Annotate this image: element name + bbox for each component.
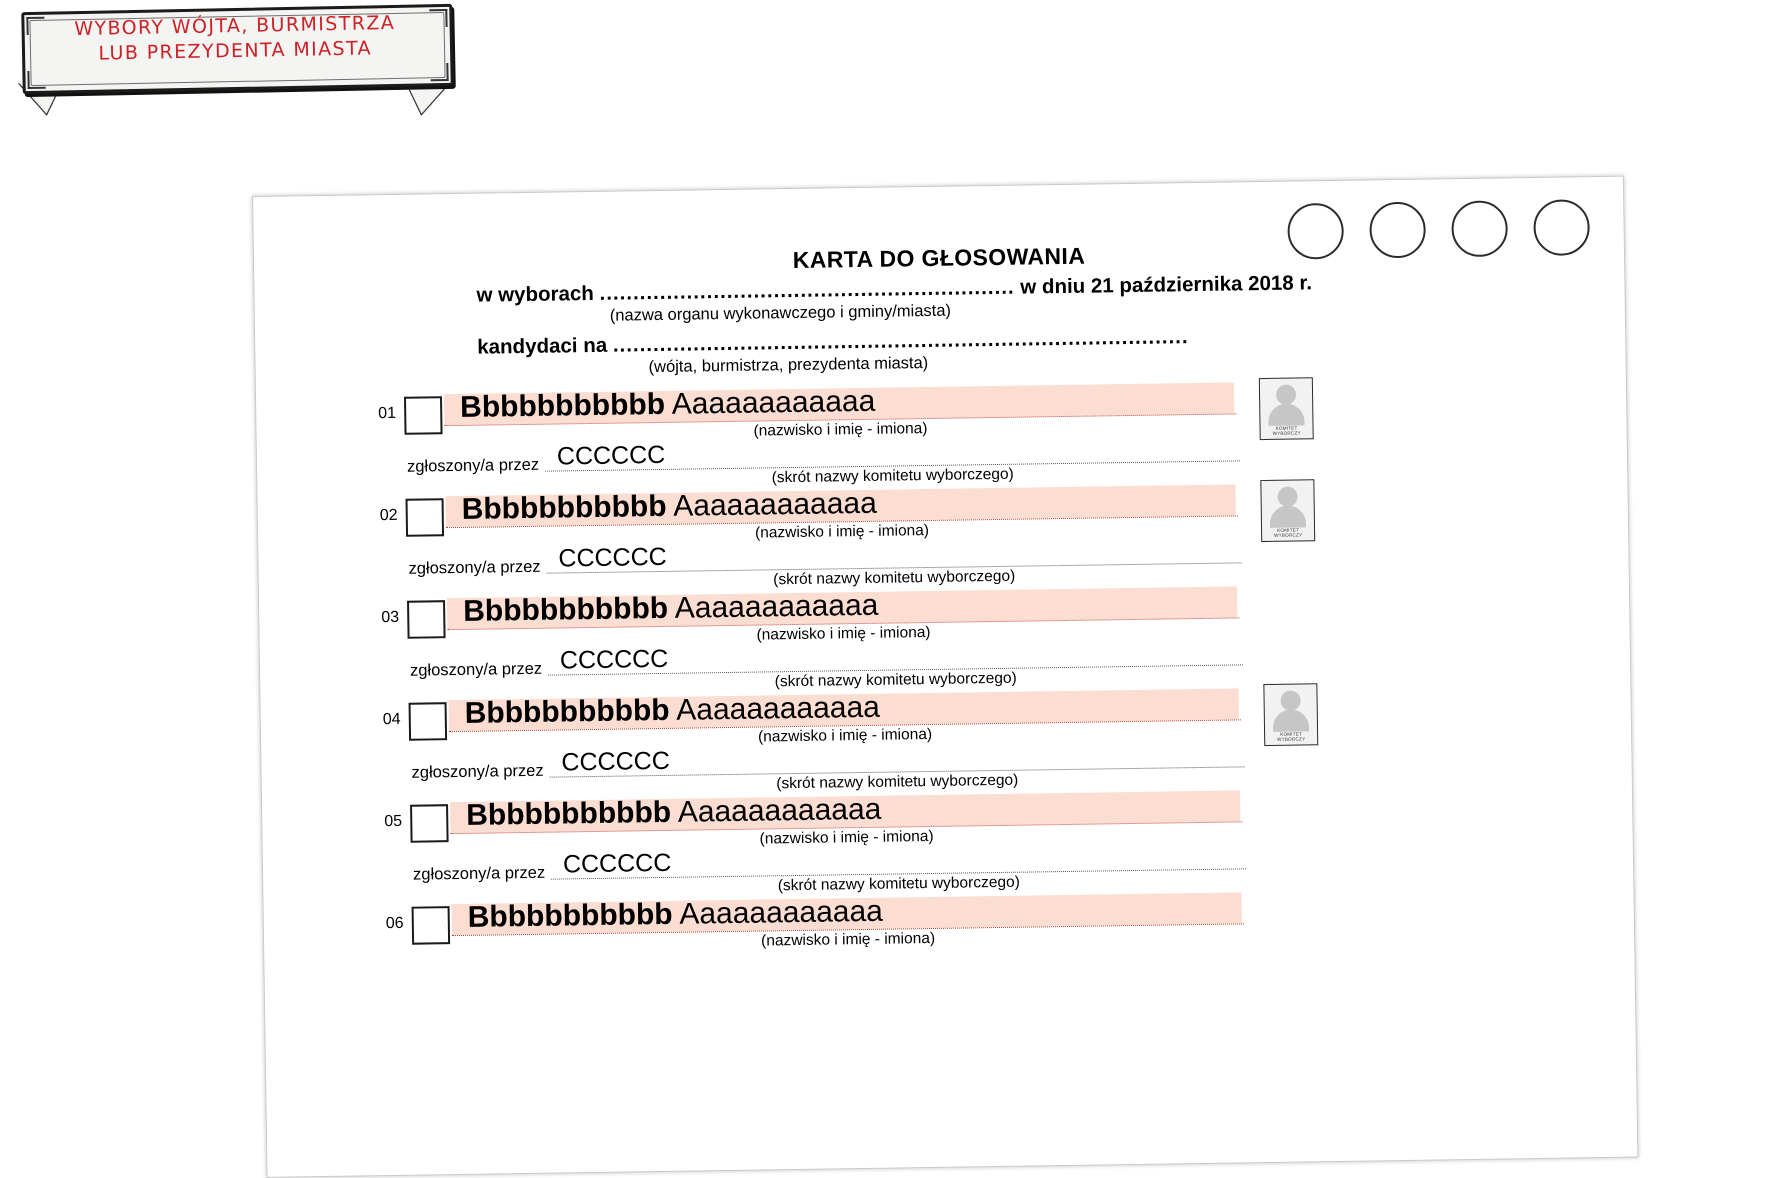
banner-title-line-1: WYBORY WÓJTA, BURMISTRZA: [74, 11, 396, 41]
photo-caption: [1261, 425, 1313, 437]
candidate-given-name: Aaaaaaaaaaaa: [671, 384, 876, 421]
ballot-title: KARTA DO GŁOSOWANIA: [792, 242, 1086, 273]
ballot-sheet: [252, 176, 1638, 1178]
election-name-dotted-field: ..............................................................: [599, 275, 1015, 305]
office-label: kandydaci na: [477, 333, 608, 359]
vote-checkbox[interactable]: [410, 804, 449, 843]
committee-note: (skrót nazwy komitetu wyborczego): [774, 669, 1017, 691]
election-date: w dniu 21 października 2018 r.: [1020, 271, 1313, 299]
candidate-name-note: (nazwisko i imię - imiona): [757, 725, 933, 746]
photo-shoulders-icon: [1270, 505, 1306, 528]
committee-note: (skrót nazwy komitetu wyborczego): [776, 771, 1019, 793]
candidate-number: 04: [382, 710, 401, 729]
candidate-name-note: (nazwisko i imię - imiona): [759, 827, 934, 848]
office-dotted-field: ......................................................................................: [612, 325, 1189, 357]
committee-name: CCCCCC: [562, 848, 672, 879]
vote-checkbox[interactable]: [412, 906, 451, 945]
candidate-given-name: Aaaaaaaaaaaa: [677, 792, 882, 829]
candidate-row: [257, 479, 1628, 599]
candidate-given-name: Aaaaaaaaaaaa: [674, 588, 879, 625]
photo-head-icon: [1276, 385, 1296, 405]
committee-label: zgłoszony/a przez: [406, 455, 540, 476]
candidate-surname: Bbbbbbbbbbb: [467, 897, 673, 934]
candidate-number: 06: [385, 914, 404, 933]
candidate-photo: [1260, 479, 1315, 542]
committee-label: zgłoszony/a przez: [411, 761, 544, 782]
vote-checkbox[interactable]: [407, 600, 446, 639]
committee-note: (skrót nazwy komitetu wyborczego): [773, 567, 1016, 589]
office-note: (wójta, burmistrza, prezydenta miasta): [648, 353, 929, 377]
committee-label: zgłoszony/a przez: [409, 659, 543, 680]
photo-caption-line-1: KOMITET: [1277, 527, 1300, 533]
candidate-name-note: (nazwisko i imię - imiona): [756, 623, 931, 644]
banner-title: [10, 10, 461, 69]
candidate-name-note: (nazwisko i imię - imiona): [760, 929, 936, 950]
candidate-given-name: Aaaaaaaaaaaa: [673, 486, 878, 523]
committee-label: zgłoszony/a przez: [408, 557, 541, 578]
banner-corner-tick-bl-icon: [27, 71, 45, 89]
committee-name: CCCCCC: [559, 644, 669, 675]
photo-caption: [1262, 527, 1314, 539]
candidate-surname: Bbbbbbbbbbb: [462, 591, 669, 628]
committee-note: (skrót nazwy komitetu wyborczego): [771, 465, 1014, 487]
photo-head-icon: [1277, 487, 1297, 507]
candidate-row: [261, 683, 1632, 803]
photo-caption-line-2: WYBORCZY: [1272, 430, 1301, 437]
candidate-row: [259, 581, 1630, 701]
candidate-given-name: Aaaaaaaaaaaa: [679, 894, 884, 931]
candidate-number: 02: [379, 506, 398, 525]
candidate-row: [264, 887, 1635, 1007]
candidate-name-note: (nazwisko i imię - imiona): [754, 521, 930, 542]
photo-caption: [1265, 731, 1317, 743]
committee-name: CCCCCC: [556, 440, 666, 471]
candidate-given-name: Aaaaaaaaaaaa: [676, 690, 881, 727]
photo-caption-line-1: KOMITET: [1275, 425, 1298, 431]
candidate-row: [256, 377, 1627, 497]
banner-corner-tick-br-icon: [430, 63, 448, 81]
candidate-surname: Bbbbbbbbbbb: [465, 795, 672, 832]
candidate-name-note: (nazwisko i imię - imiona): [753, 420, 928, 440]
election-name-label: w wyborach: [476, 281, 594, 307]
photo-caption-line-2: WYBORCZY: [1277, 736, 1306, 743]
committee-label: zgłoszony/a przez: [412, 863, 546, 884]
candidate-surname: Bbbbbbbbbbb: [461, 489, 667, 526]
photo-caption-line-1: KOMITET: [1280, 731, 1303, 737]
candidate-number: 05: [384, 812, 403, 831]
photo-head-icon: [1280, 691, 1300, 711]
banner-title-line-2: LUB PREZYDENTA MIASTA: [98, 37, 373, 65]
candidate-row: [262, 785, 1633, 905]
vote-checkbox[interactable]: [404, 396, 443, 435]
committee-note: (skrót nazwy komitetu wyborczego): [777, 873, 1020, 895]
committee-name: CCCCCC: [558, 542, 667, 573]
vote-checkbox[interactable]: [406, 498, 445, 537]
photo-shoulders-icon: [1268, 403, 1304, 426]
committee-name: CCCCCC: [561, 746, 670, 777]
candidate-number: 03: [381, 608, 400, 627]
photo-shoulders-icon: [1273, 709, 1309, 732]
candidate-photo: [1259, 377, 1314, 440]
photo-caption-line-2: WYBORCZY: [1274, 532, 1303, 539]
page-banner: [10, 4, 460, 124]
candidate-surname: Bbbbbbbbbbb: [464, 693, 670, 730]
vote-checkbox[interactable]: [409, 702, 448, 741]
election-name-note: (nazwa organu wykonawczego i gminy/miasta): [609, 301, 952, 325]
candidate-number: 01: [378, 404, 397, 423]
candidate-surname: Bbbbbbbbbbb: [459, 387, 666, 424]
candidate-photo: [1263, 683, 1318, 746]
